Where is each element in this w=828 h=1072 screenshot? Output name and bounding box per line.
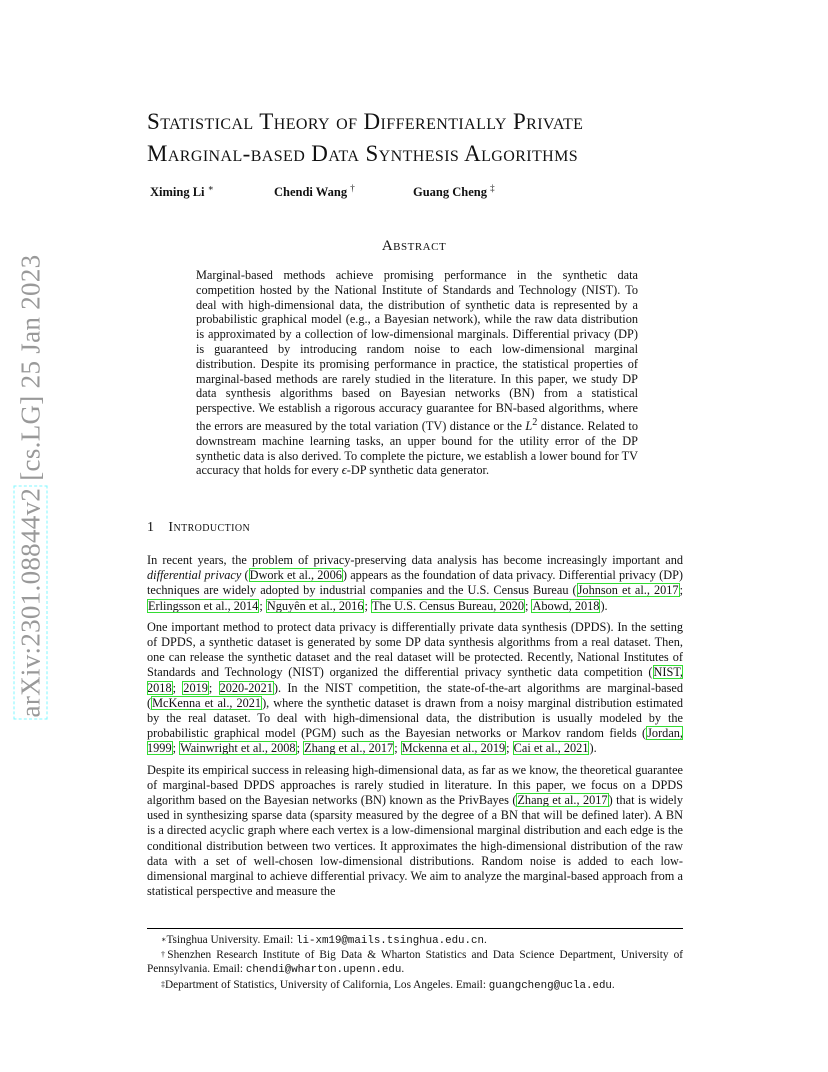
text-run: ; bbox=[394, 741, 401, 756]
citation-link[interactable]: 2020-2021 bbox=[219, 680, 273, 695]
citation-link[interactable]: Abowd, 2018 bbox=[532, 598, 600, 613]
footnotes bbox=[147, 928, 683, 993]
text-run: ; bbox=[679, 583, 683, 598]
arxiv-category: [cs.LG] bbox=[15, 395, 46, 481]
email-link[interactable]: chendi@wharton.upenn.edu bbox=[245, 964, 402, 977]
abstract-heading: Abstract bbox=[381, 238, 447, 254]
arxiv-sidebar bbox=[15, 254, 46, 718]
footnote bbox=[147, 933, 683, 948]
text-run: ; bbox=[172, 741, 180, 756]
text-run: ) appears as the foundation of data privacy. Differential privacy (DP) techniques are widely adopted by industrial companies and the U.S. Census Bureau ( bbox=[147, 568, 684, 598]
footnote-mark: † bbox=[161, 950, 168, 960]
arxiv-stamp bbox=[16, 255, 47, 718]
arxiv-date: 25 Jan 2023 bbox=[15, 254, 46, 389]
email-link[interactable]: li-xm19@mails.tsinghua.edu.cn bbox=[296, 935, 484, 947]
footnote bbox=[147, 948, 683, 977]
text-run: One important method to protect data privacy is differentially private data synthesis (DPDS). In the setting of DPDS, a synthetic dataset is generated by some DP data synthesis algorithms from a real dataset. Then, one can release the synthetic dataset and the real dataset will be protected. Recently, National Institutes of Standards and Technology (NIST) organized the differential privacy synthetic data competition ( bbox=[147, 619, 683, 680]
text-run: ; bbox=[259, 598, 266, 613]
author bbox=[274, 183, 355, 200]
title-line-2: Marginal-based Data Synthesis Algorithms bbox=[147, 141, 579, 166]
author bbox=[150, 183, 214, 200]
footnote-text: Tsinghua University. Email: bbox=[166, 934, 297, 946]
footnote-text: Shenzhen Research Institute of Big Data & Wharton Statistics and Data Science Department, University of Pennsylvania. Email: bbox=[147, 949, 683, 976]
footnote-text: . bbox=[401, 963, 405, 976]
abstract-part: distance. Related to downstream machine learning tasks, an upper bound for the utility error of the DP synthetic data is also derived. To complete the picture, we establish a lower bound for TV accuracy that holds for every bbox=[196, 419, 638, 478]
author-footnote-mark[interactable]: ∗ bbox=[207, 183, 214, 193]
paragraph bbox=[147, 620, 683, 757]
footnote-text: Department of Statistics, University of California, Los Angeles. Email: bbox=[165, 978, 489, 991]
abstract-text bbox=[196, 268, 638, 478]
paragraph bbox=[147, 553, 683, 614]
author-footnote-mark[interactable]: ‡ bbox=[490, 183, 495, 193]
text-run: Despite its empirical success in releasing high-dimensional data, as far as we know, the theoretical guarantee of marginal-based DPDS approaches is rarely studied in literature. In this paper, we focus on a DPDS algorithm based on the Bayesian networks (BN) known as the PrivBayes ( bbox=[147, 762, 683, 808]
section-heading bbox=[147, 520, 250, 536]
citation-link[interactable]: Nguyên et al., 2016 bbox=[266, 598, 364, 613]
math-symbol: ϵ bbox=[341, 463, 347, 478]
citation-link[interactable]: McKenna et al., 2021 bbox=[152, 695, 262, 710]
author bbox=[413, 183, 495, 200]
section-number: 1 bbox=[147, 520, 155, 535]
author-name: Chendi Wang bbox=[274, 185, 348, 200]
math-symbol: L bbox=[525, 419, 533, 434]
citation-link[interactable]: Mckenna et al., 2019 bbox=[401, 741, 506, 756]
citation-link[interactable]: Dwork et al., 2006 bbox=[249, 568, 342, 583]
citation-link[interactable]: Erlingsson et al., 2014 bbox=[148, 598, 259, 613]
citation-link[interactable]: NIST, 2018 bbox=[147, 665, 683, 695]
text-run: ; bbox=[208, 680, 219, 695]
math-superscript: 2 bbox=[532, 416, 538, 428]
arxiv-id-link[interactable]: arXiv:2301.08844v2 bbox=[15, 487, 46, 718]
citation-link[interactable]: Zhang et al., 2017 bbox=[517, 793, 608, 808]
text-run: ; bbox=[296, 741, 304, 756]
text-run: ). bbox=[600, 598, 608, 613]
citation-link[interactable]: Wainwright et al., 2008 bbox=[180, 741, 296, 756]
text-run: ; bbox=[506, 741, 513, 756]
author-footnote-mark[interactable]: † bbox=[350, 183, 355, 193]
author-name: Guang Cheng bbox=[413, 185, 487, 200]
paragraph bbox=[147, 763, 683, 900]
title-line-1: Statistical Theory of Differentially Private bbox=[147, 109, 584, 134]
footnote-mark: ∗ bbox=[161, 935, 167, 944]
paper-title bbox=[147, 106, 707, 170]
abstract-part: Marginal-based methods achieve promising performance in the synthetic data competition hosted by the National Institute of Standards and Technology (NIST). To deal with high-dimensional data, the distribution of synthetic data is represented by a probabilistic graphical model (e.g., a Bayesian network), while the raw data distribution is approximated by a collection of low-dimensional marginals. Differential privacy (DP) is guaranteed by introducing random noise to each low-dimensional marginal distribution. Despite its promising performance in practice, the statistical properties of marginal-based methods are rarely studied in the literature. In this paper, we study DP data synthesis algorithms based on Bayesian networks (BN) from a statistical perspective. We establish a rigorous accuracy guarantee for BN-based algorithms, where the errors are measured by the total variation (TV) distance or the bbox=[196, 268, 638, 434]
text-run: ; bbox=[172, 680, 183, 695]
citation-link[interactable]: 2019 bbox=[183, 680, 208, 695]
text-run: ), where the synthetic dataset is drawn from a noisy marginal distribution estimated by the real dataset. To deal with high-dimensional data, the distribution is usually modeled by the probabilistic graphical model (PGM) such as the Bayesian networks or Markov random fields ( bbox=[147, 695, 683, 741]
citation-link[interactable]: The U.S. Census Bureau, 2020 bbox=[371, 598, 524, 613]
footnote-text: . bbox=[483, 934, 487, 946]
text-run: ). In the NIST competition, the state-of-the-art algorithms are marginal-based ( bbox=[147, 680, 683, 710]
footnote bbox=[147, 978, 683, 993]
body-text bbox=[147, 553, 683, 905]
text-run: ) that is widely used in synthesizing sparse data (sparsity measured by the degree of a BN that will be defined later). A BN is a directed acyclic graph where each vertex is a low-dimensional marginal distribution and each edge is the conditional distribution between two vertices. It approximates the high-dimensional distribution of the raw data with a set of well-chosen low-dimensional distributions. Random noise is added to each low-dimensional marginal to achieve differential privacy. We aim to analyze the marginal-based approach from a statistical perspective and measure the bbox=[147, 793, 683, 899]
text-run: ( bbox=[241, 568, 249, 583]
text-run: ). bbox=[589, 741, 597, 756]
emphasis: differential privacy bbox=[147, 568, 242, 583]
text-run: ; bbox=[364, 598, 371, 613]
text-run: ; bbox=[524, 598, 532, 613]
text-run: In recent years, the problem of privacy-preserving data analysis has become increasingly important and bbox=[147, 553, 683, 567]
author-name: Ximing Li bbox=[150, 185, 205, 200]
section-title: Introduction bbox=[168, 520, 251, 535]
email-link[interactable]: guangcheng@ucla.edu bbox=[488, 979, 612, 992]
footnote-mark: ‡ bbox=[161, 979, 165, 989]
citation-link[interactable]: Zhang et al., 2017 bbox=[304, 741, 394, 756]
footnote-text: . bbox=[611, 978, 615, 991]
citation-link[interactable]: Johnson et al., 2017 bbox=[577, 583, 679, 598]
citation-link[interactable]: Jordan, 1999 bbox=[147, 726, 683, 756]
citation-link[interactable]: Cai et al., 2021 bbox=[513, 741, 589, 756]
abstract-part: -DP synthetic data generator. bbox=[346, 463, 490, 478]
